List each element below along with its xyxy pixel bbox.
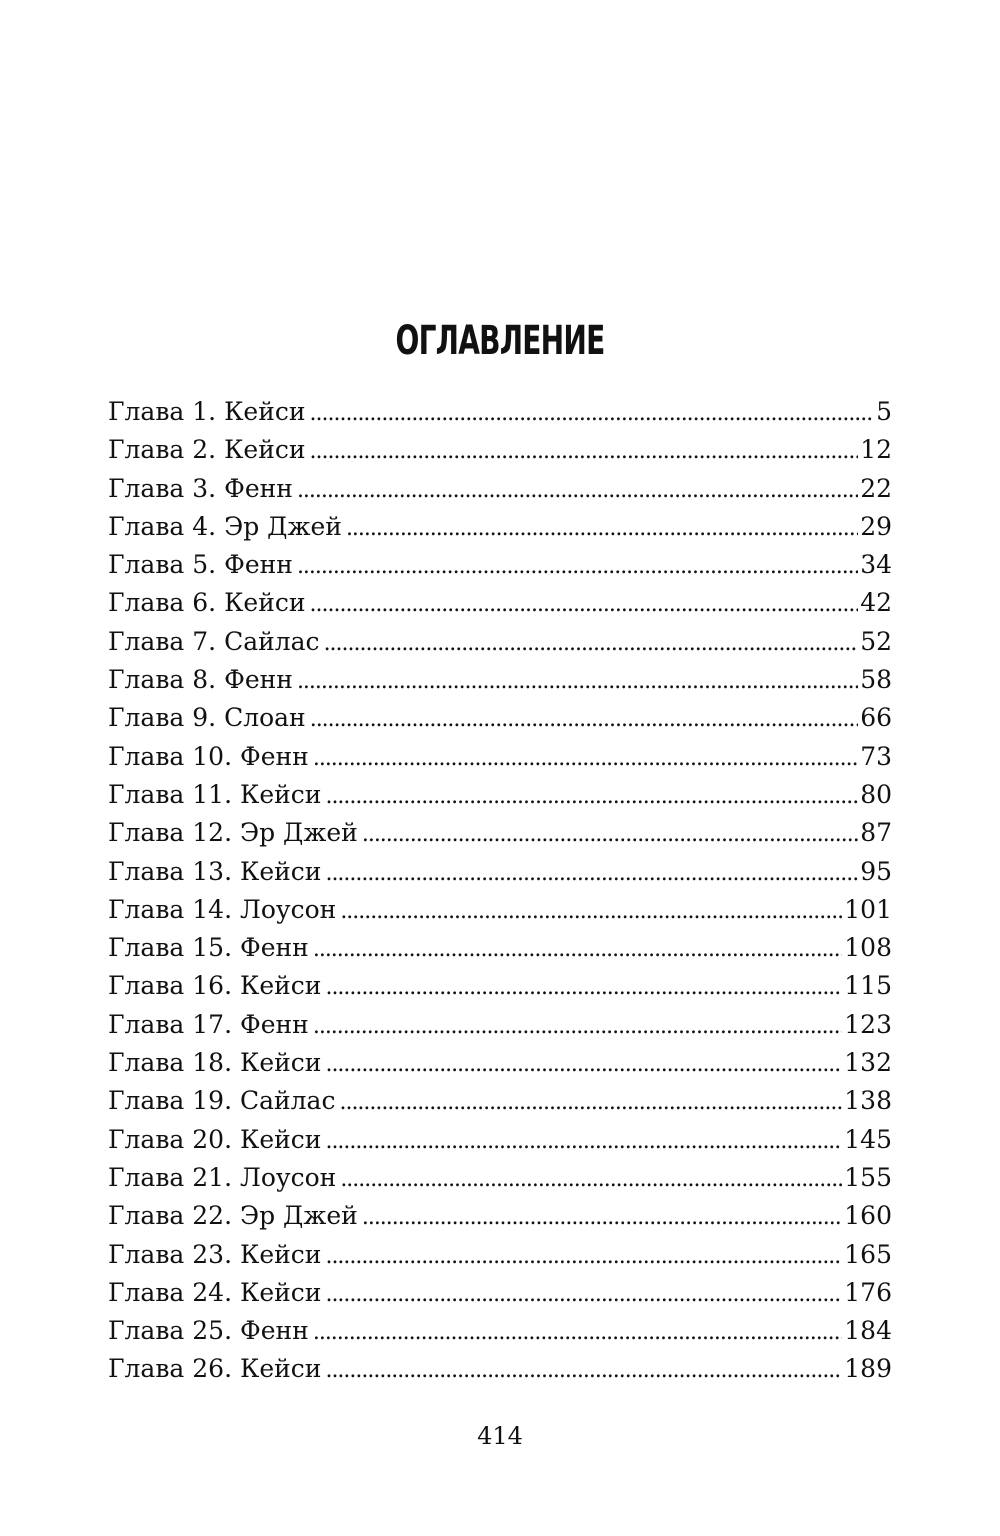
toc-entry-page: 132 [844,1048,892,1078]
toc-entry [108,431,892,469]
toc-entry-page: 29 [860,511,892,541]
toc-entry-label: Глава 23. Кейси [108,1239,322,1269]
toc-dot-leader [313,1006,842,1044]
toc-entry-label: Глава 3. Фенн [108,473,293,503]
toc-entry [108,1312,892,1350]
toc-entry-page: 87 [860,818,892,848]
toc-entry [108,1082,892,1120]
toc-dot-leader [297,661,858,699]
toc-entry-page: 155 [844,1162,892,1192]
toc-entry [108,1121,892,1159]
toc-dot-leader [325,776,858,814]
toc-entry-label: Глава 6. Кейси [108,588,306,618]
toc-entry-label: Глава 16. Кейси [108,971,322,1001]
toc-entry-label: Глава 11. Кейси [108,779,322,809]
toc-entry-label: Глава 5. Фенн [108,550,293,580]
toc-entry-label: Глава 24. Кейси [108,1277,322,1307]
toc-entry-page: 101 [844,894,892,924]
toc-dot-leader [325,1350,842,1388]
toc-dot-leader [339,1082,842,1120]
toc-entry-label: Глава 14. Лоусон [108,894,337,924]
toc-entry [108,1350,892,1388]
toc-entry [108,1044,892,1082]
toc-dot-leader [362,814,858,852]
toc-dot-leader [325,1121,842,1159]
toc-entry-page: 160 [844,1201,892,1231]
toc-entry-page: 80 [860,779,892,809]
toc-dot-leader [297,546,858,584]
toc-entry-label: Глава 1. Кейси [108,397,306,426]
toc-dot-leader [325,1044,842,1082]
toc-heading: ОГЛАВЛЕНИЕ [395,318,605,364]
toc-entry-page: 66 [860,703,892,733]
toc-entry [108,814,892,852]
toc-entry [108,853,892,891]
toc-entry-label: Глава 21. Лоусон [108,1162,337,1192]
toc-entry-label: Глава 9. Слоан [108,703,306,733]
toc-entry-page: 138 [844,1086,892,1116]
toc-dot-leader [340,891,842,929]
toc-entry-label: Глава 8. Фенн [108,665,293,695]
toc-entry-page: 73 [860,741,892,771]
toc-entry [108,738,892,776]
toc-entry-label: Глава 10. Фенн [108,741,309,771]
page-number: 414 [477,1422,523,1450]
toc-entry [108,776,892,814]
toc-dot-leader [325,1236,842,1274]
toc-entry-page: 184 [844,1316,892,1346]
toc-entry-page: 5 [876,397,892,426]
toc-entry [108,546,892,584]
toc-entry-page: 42 [860,588,892,618]
toc-entry-label: Глава 4. Эр Джей [108,511,342,541]
toc-entry-label: Глава 26. Кейси [108,1354,322,1384]
toc-entry-page: 12 [860,435,892,465]
toc-entry [108,1159,892,1197]
toc-entry [108,1236,892,1274]
toc-entry [108,1197,892,1235]
toc-entry-page: 58 [860,665,892,695]
toc-entry [108,891,892,929]
toc-entry-label: Глава 19. Сайлас [108,1086,336,1116]
toc-entry-page: 34 [860,550,892,580]
toc-entry-label: Глава 20. Кейси [108,1124,322,1154]
toc-dot-leader [310,393,875,431]
toc-dot-leader [313,738,858,776]
toc-entry-page: 176 [844,1277,892,1307]
toc-entry-page: 145 [844,1124,892,1154]
toc-dot-leader [325,853,858,891]
toc-entry-page: 22 [860,473,892,503]
toc-entry [108,929,892,967]
toc-dot-leader [340,1159,842,1197]
toc-dot-leader [310,431,859,469]
toc-dot-leader [313,929,842,967]
toc-entry-label: Глава 25. Фенн [108,1316,309,1346]
toc-entry [108,470,892,508]
toc-entry-page: 108 [844,933,892,963]
toc-entry [108,699,892,737]
toc-list [108,393,892,1389]
toc-entry [108,1006,892,1044]
toc-entry-page: 123 [844,1009,892,1039]
toc-entry-page: 115 [844,971,892,1001]
toc-entry-page: 189 [844,1354,892,1384]
toc-entry [108,967,892,1005]
toc-dot-leader [325,967,842,1005]
toc-entry-label: Глава 13. Кейси [108,856,322,886]
toc-dot-leader [346,508,858,546]
toc-entry-page: 165 [844,1239,892,1269]
toc-entry-label: Глава 2. Кейси [108,435,306,465]
toc-dot-leader [324,623,859,661]
toc-entry-label: Глава 17. Фенн [108,1009,309,1039]
toc-entry-page: 95 [860,856,892,886]
toc-entry [108,393,892,431]
toc-entry-label: Глава 7. Сайлас [108,626,320,656]
toc-entry-label: Глава 15. Фенн [108,933,309,963]
toc-entry-label: Глава 22. Эр Джей [108,1201,358,1231]
toc-dot-leader [362,1197,842,1235]
toc-dot-leader [297,470,858,508]
toc-dot-leader [310,584,859,622]
toc-entry-label: Глава 18. Кейси [108,1048,322,1078]
toc-entry-page: 52 [860,626,892,656]
toc-dot-leader [313,1312,842,1350]
toc-entry [108,661,892,699]
toc-dot-leader [325,1274,842,1312]
toc-entry [108,1274,892,1312]
toc-entry [108,584,892,622]
toc-dot-leader [310,699,858,737]
toc-entry [108,508,892,546]
toc-entry-label: Глава 12. Эр Джей [108,818,358,848]
toc-entry [108,623,892,661]
